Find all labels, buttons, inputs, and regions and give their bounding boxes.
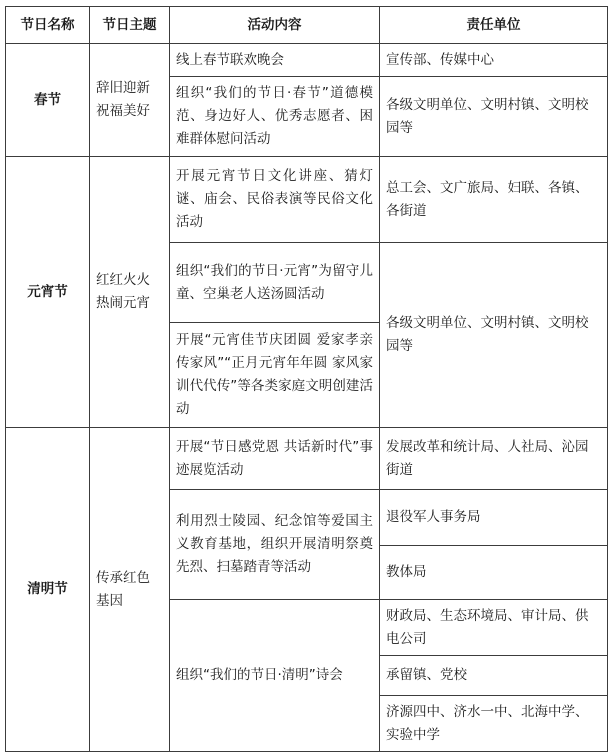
festival-theme-qingming: 传承红色基因 [90,428,170,752]
responsible-unit-cell: 承留镇、党校 [380,656,608,696]
responsible-unit-cell: 宣传部、传媒中心 [380,44,608,77]
table-row [6,428,608,490]
responsible-unit-cell: 济源四中、济水一中、北海中学、实验中学 [380,696,608,752]
festival-theme-lantern: 红红火火热闹元宵 [90,157,170,428]
activity-cell: 组织“我们的节日·元宵”为留守儿童、空巢老人送汤圆活动 [170,243,380,323]
responsible-unit-cell: 教体局 [380,546,608,600]
festival-name-qingming: 清明节 [6,428,90,752]
responsible-unit-cell: 各级文明单位、文明村镇、文明校园等 [380,77,608,157]
festival-name-spring: 春节 [6,44,90,157]
activity-cell: 组织“我们的节日·清明”诗会 [170,600,380,752]
festival-theme-spring: 辞旧迎新祝福美好 [90,44,170,157]
activity-cell: 利用烈士陵园、纪念馆等爱国主义教育基地，组织开展清明祭奠先烈、扫墓踏青等活动 [170,490,380,600]
responsible-unit-cell: 退役军人事务局 [380,490,608,546]
responsible-unit-cell: 发展改革和统计局、人社局、沁园街道 [380,428,608,490]
festival-activity-table [5,6,608,752]
header-responsible-unit: 责任单位 [380,7,608,44]
header-row [6,7,608,44]
header-activity-content: 活动内容 [170,7,380,44]
activity-cell: 开展“节日感党恩 共话新时代”事迹展览活动 [170,428,380,490]
festival-name-lantern: 元宵节 [6,157,90,428]
activity-cell: 开展“元宵佳节庆团圆 爱家孝亲传家风”“正月元宵年年圆 家风家训代代传”等各类家庭文明创建活动 [170,323,380,428]
table-row [6,44,608,77]
responsible-unit-cell: 各级文明单位、文明村镇、文明校园等 [380,243,608,428]
activity-cell: 线上春节联欢晚会 [170,44,380,77]
table-row [6,157,608,243]
header-festival-name: 节日名称 [6,7,90,44]
activity-cell: 开展元宵节日文化讲座、猜灯谜、庙会、民俗表演等民俗文化活动 [170,157,380,243]
activity-cell: 组织“我们的节日·春节”道德模范、身边好人、优秀志愿者、困难群体慰问活动 [170,77,380,157]
responsible-unit-cell: 财政局、生态环境局、审计局、供电公司 [380,600,608,656]
header-festival-theme: 节日主题 [90,7,170,44]
responsible-unit-cell: 总工会、文广旅局、妇联、各镇、各街道 [380,157,608,243]
